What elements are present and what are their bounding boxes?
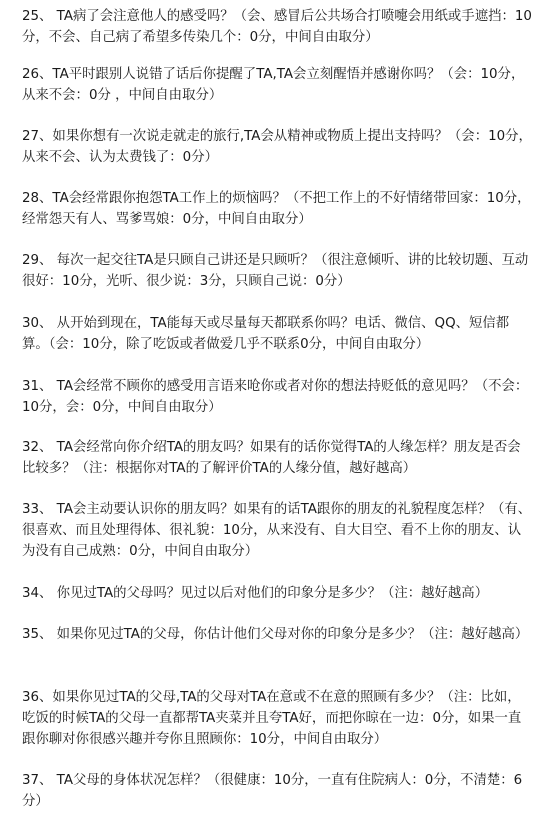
question-35-text: 35、 如果你见过TA的父母，你估计他们父母对你的印象分是多少？（注：越好越高） xyxy=(22,627,529,642)
question-26-text: 26、TA平时跟别人说错了话后你提醒了TA,TA会立刻醒悟并感谢你吗？（会：10分，从来不会：0分 ，中间自由取分） xyxy=(22,67,525,103)
question-27-text: 27、如果你想有一次说走就走的旅行,TA会从精神或物质上提出支持吗？（会：10分，从来不会、认为太费钱了：0分） xyxy=(22,129,532,165)
question-30-text: 30、 从开始到现在，TA能每天或尽量每天都联系你吗？电话、微信、QQ、短信都算。（会：10分，除了吃饭或者做爱几乎不联系0分，中间自由取分） xyxy=(22,316,510,352)
question-28-text: 28、TA会经常跟你抱怨TA工作上的烦恼吗？（不把工作上的不好情绪带回家：10分，经常怨天有人、骂爹骂娘：0分，中间自由取分） xyxy=(22,191,531,227)
question-31-text: 31、 TA会经常不顾你的感受用言语来呛你或者对你的想法持贬低的意见吗？（不会：10分，会：0分，中间自由取分） xyxy=(22,379,529,415)
question-32-text: 32、 TA会经常向你介绍TA的朋友吗？如果有的话你觉得TA的人缘怎样？朋友是否会比较多？（注：根据你对TA的了解评价TA的人缘分值，越好越高） xyxy=(22,440,521,476)
question-25-text: 25、 TA病了会注意他人的感受吗？（会、感冒后公共场合打喷嚏会用纸或手遮挡：10分，不会、自己病了希望多传染几个：0分，中间自由取分） xyxy=(22,9,532,45)
question-34-text: 34、 你见过TA的父母吗？见过以后对他们的印象分是多少？（注：越好越高） xyxy=(22,586,489,601)
question-33-text: 33、 TA会主动要认识你的朋友吗？如果有的话TA跟你的朋友的礼貌程度怎样？（有、很喜欢、而且处理得体、很礼貌：10分，从来没有、自大目空、看不上你的朋友、认为没有自己成熟：0分，中间自由取分） xyxy=(22,502,532,559)
question-37-text: 37、 TA父母的身体状况怎样？（很健康：10分，一直有住院病人：0分，不清楚：6分） xyxy=(22,773,523,809)
question-36-text: 36、如果你见过TA的父母,TA的父母对TA在意或不在意的照顾有多少？（注：比如，吃饭的时候TA的父母一直都帮TA夹菜并且夸TA好，而把你晾在一边：0分，如果一直跟你聊对你很感兴趣并夸你且照顾你：10分，中间自由取分） xyxy=(22,690,522,747)
question-29-text: 29、 每次一起交往TA是只顾自己讲还是只顾听？（很注意倾听、讲的比较切题、互动很好：10分，光听、很少说：3分，只顾自己说：0分） xyxy=(22,253,529,289)
